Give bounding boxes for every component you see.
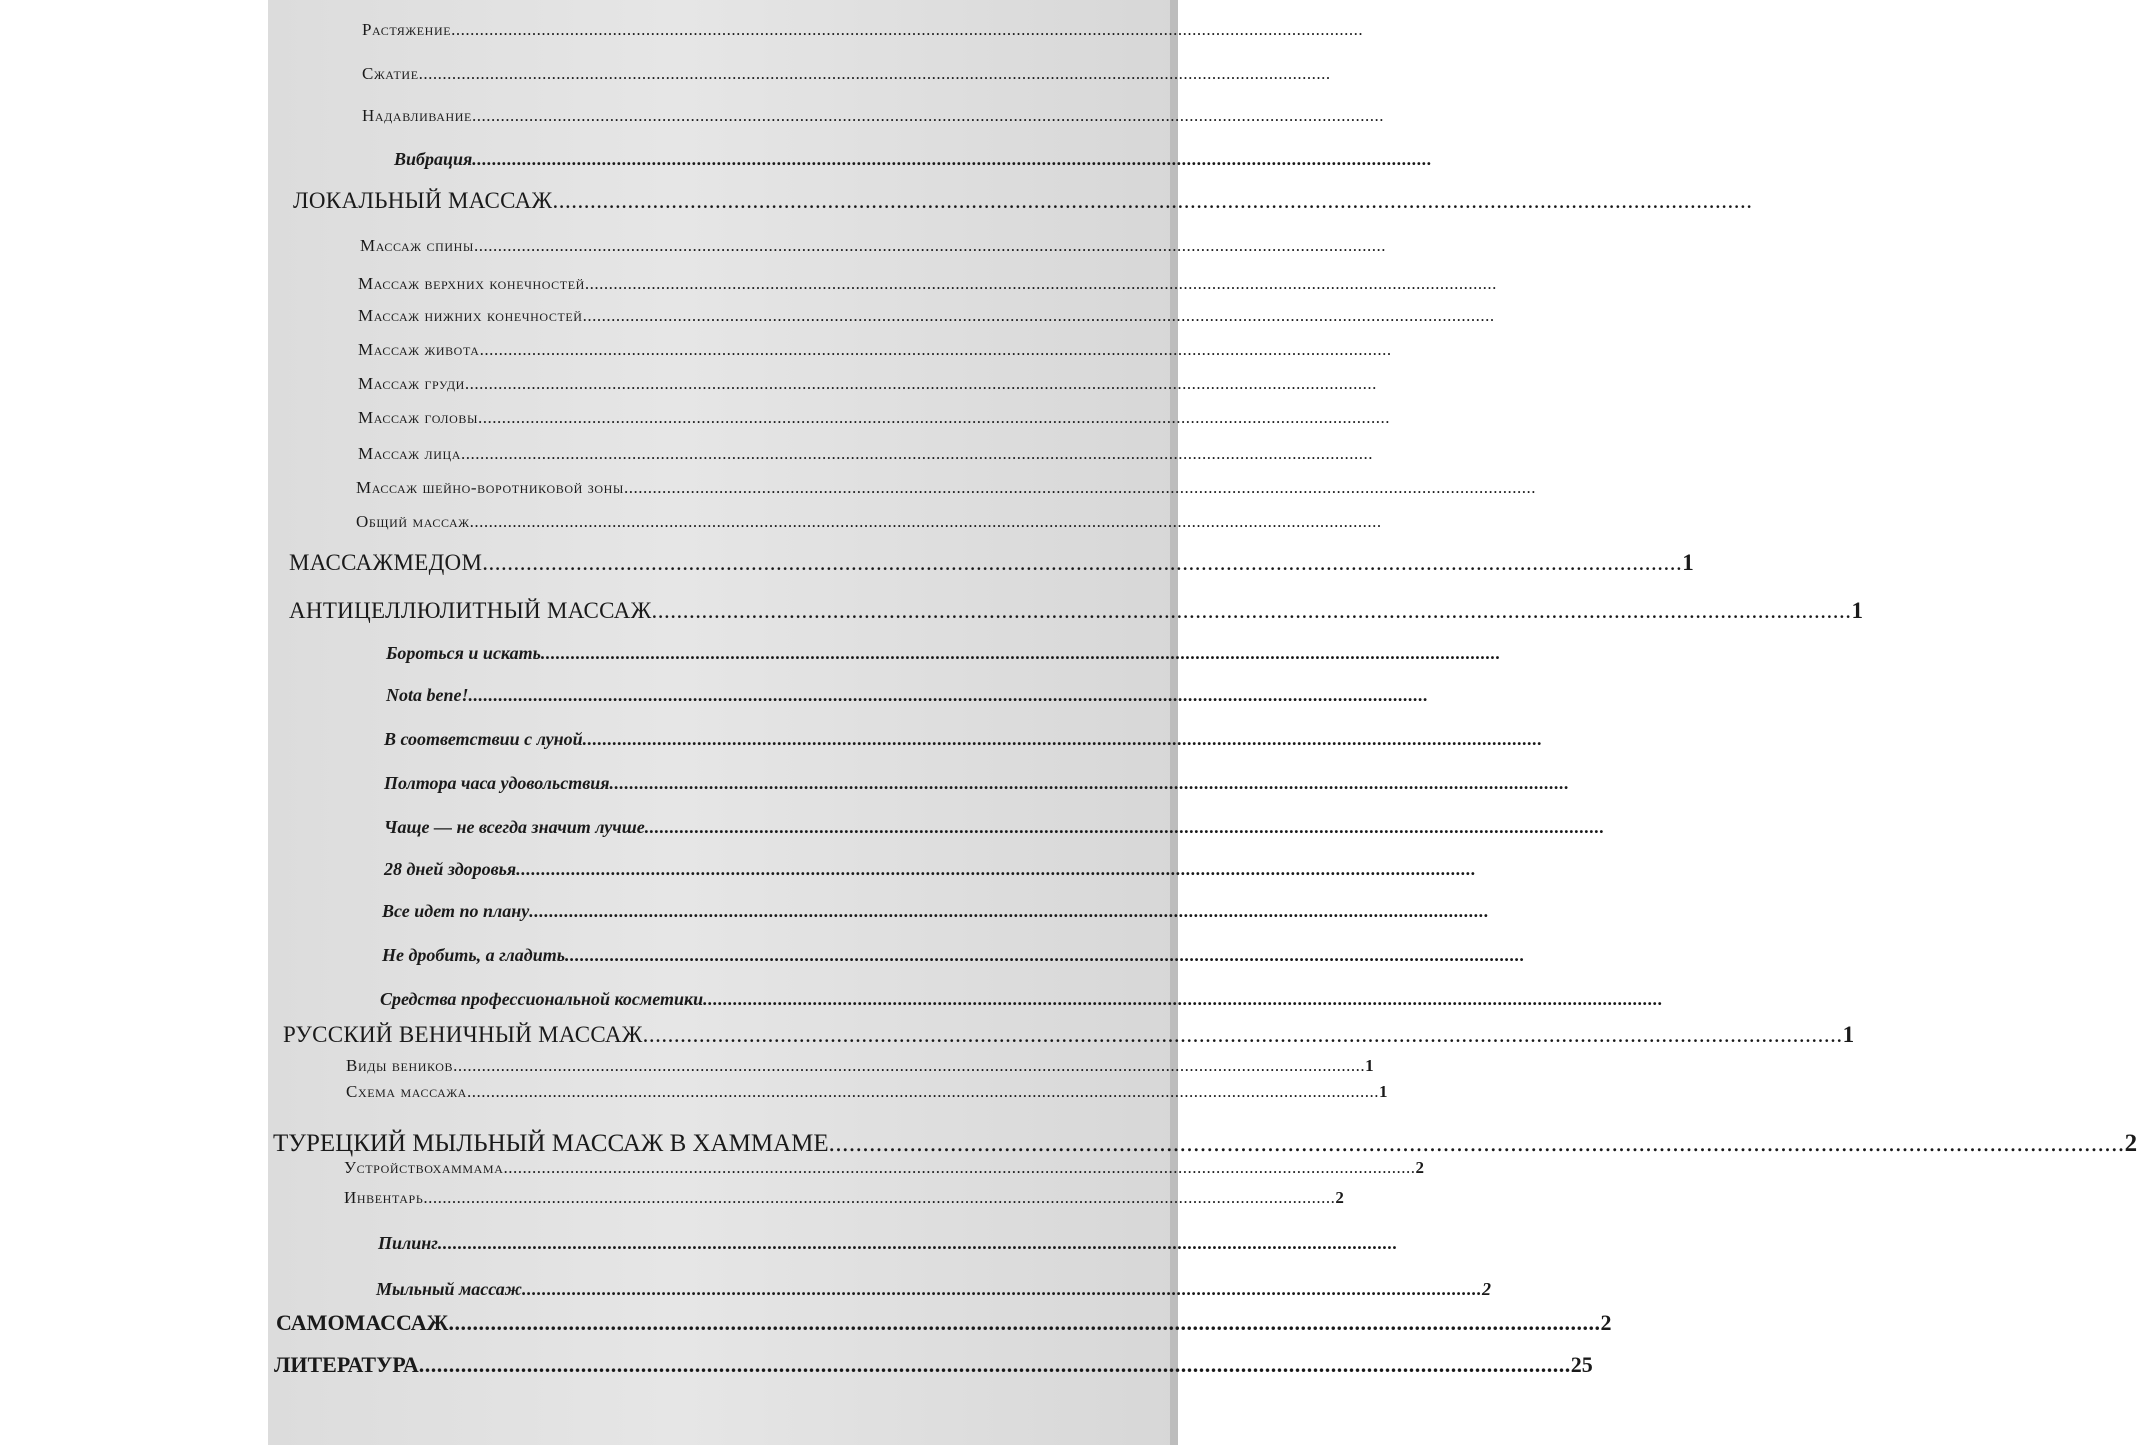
toc-leader: ................................................................................................................................................................................................ (540, 643, 1501, 663)
toc-entry[interactable] (344, 1184, 1345, 1207)
toc-leader: ................................................................................................................................................................................................ (521, 1279, 1482, 1299)
toc-entry[interactable] (356, 508, 1382, 531)
toc-leader: ................................................................................................................................................................................................ (516, 859, 1477, 879)
toc-entry[interactable] (384, 810, 1605, 837)
toc-leader: ................................................................................................................................................................................................ (473, 236, 1386, 255)
toc-entry[interactable] (384, 852, 1477, 879)
toc-entry[interactable] (386, 636, 1501, 663)
toc-entry-label: САМОМАССАЖ (276, 1310, 449, 1335)
toc-entry[interactable] (394, 144, 1433, 169)
toc-leader: ................................................................................................................................................................................................ (478, 408, 1391, 427)
toc-leader: ................................................................................................................................................................................................ (582, 729, 1543, 749)
toc-leader: ................................................................................................................................................................................................ (437, 1233, 1398, 1253)
toc-entry-label: Nota bene! (386, 685, 469, 705)
toc-entry[interactable] (362, 16, 1364, 39)
toc-entry-label: Надавливание (362, 106, 472, 125)
toc-entry-label: Средства профессиональной косметики (380, 989, 704, 1009)
toc-leader: ................................................................................................................................................................................................ (479, 340, 1392, 359)
toc-entry[interactable] (362, 60, 1331, 83)
toc-entry-label: Схема массажа (346, 1082, 467, 1101)
toc-entry[interactable] (380, 982, 1664, 1009)
toc-entry-label: ТУРЕЦКИЙ МЫЛЬНЫЙ МАССАЖ В ХАММАМЕ (273, 1130, 829, 1157)
toc-page-number: 2 (1335, 1188, 1345, 1207)
toc-entry-label: 28 дней здоровья (384, 859, 517, 879)
toc-leader: ................................................................................................................................................................................................ (448, 1310, 1601, 1335)
toc-entry[interactable] (358, 270, 1497, 293)
toc-leader: ................................................................................................................................................................................................ (418, 1352, 1571, 1377)
toc-page-number: 1 (1378, 1082, 1389, 1101)
toc-entry[interactable] (289, 592, 1864, 623)
toc-leader: ................................................................................................................................................................................................ (529, 901, 1490, 921)
toc-entry[interactable] (360, 232, 1386, 255)
toc-entry[interactable] (376, 1272, 1491, 1299)
toc-page-number: 2 (2124, 1130, 2137, 1157)
toc-entry[interactable] (384, 766, 1570, 793)
toc-entry-label: Массаж нижних конечностей (358, 306, 583, 325)
toc-entry-label: Виды веников (346, 1056, 454, 1075)
toc-entry-label: АНТИЦЕЛЛЮЛИТНЫЙ МАССАЖ (289, 598, 652, 623)
toc-leader: ................................................................................................................................................................................................ (828, 1130, 2125, 1157)
toc-page-number: 25 (1570, 1352, 1593, 1377)
toc-leader: ................................................................................................................................................................................................ (469, 512, 1382, 531)
toc-entry-label: Массаж спины (360, 236, 474, 255)
page-edge (1170, 0, 1178, 1445)
toc-leader: ................................................................................................................................................................................................ (482, 550, 1683, 575)
toc-leader: ................................................................................................................................................................................................ (642, 1022, 1843, 1047)
toc-leader: ................................................................................................................................................................................................ (423, 1188, 1336, 1207)
toc-leader: ................................................................................................................................................................................................ (453, 1056, 1366, 1075)
toc-entry-label: Растяжение (362, 20, 452, 39)
toc-page-number: 2 (1481, 1279, 1491, 1299)
toc-leader: ................................................................................................................................................................................................ (552, 188, 1753, 213)
toc-entry-label: Устройствохаммама (344, 1158, 504, 1177)
toc-entry-label: Бороться и искать (386, 643, 541, 663)
toc-leader: ................................................................................................................................................................................................ (503, 1158, 1416, 1177)
toc-leader: ................................................................................................................................................................................................ (564, 945, 1525, 965)
toc-page-number: 1 (1365, 1056, 1375, 1075)
toc-entry[interactable] (276, 1304, 1612, 1335)
toc-entry[interactable] (358, 370, 1377, 393)
toc-leader: ................................................................................................................................................................................................ (451, 20, 1364, 39)
toc-entry[interactable] (356, 474, 1536, 497)
toc-page-number: 1 (1682, 550, 1695, 575)
toc-leader: ................................................................................................................................................................................................ (464, 374, 1377, 393)
toc-page-number: 1 (1842, 1022, 1855, 1047)
toc-entry[interactable] (378, 1226, 1398, 1253)
toc-entry[interactable] (384, 722, 1543, 749)
toc-leader: ................................................................................................................................................................................................ (461, 444, 1373, 463)
toc-entry[interactable] (358, 336, 1392, 359)
toc-entry[interactable] (283, 1016, 1855, 1047)
toc-entry[interactable] (358, 440, 1373, 463)
toc-leader: ................................................................................................................................................................................................ (609, 773, 1570, 793)
toc-entry-label: Все идет по плану (382, 901, 530, 921)
toc-entry-label: МАССАЖМЕДОМ (289, 550, 483, 575)
toc-leader: ................................................................................................................................................................................................ (472, 149, 1433, 169)
toc-entry-label: В соответствии с луной (384, 729, 583, 749)
toc-entry[interactable] (382, 894, 1490, 921)
toc-entry[interactable] (382, 938, 1525, 965)
toc-entry-label: Мыльный массаж (376, 1279, 522, 1299)
toc-entry-label: Массаж лица (358, 444, 461, 463)
toc-entry[interactable] (344, 1154, 1425, 1177)
toc-leader: ................................................................................................................................................................................................ (468, 685, 1429, 705)
toc-entry[interactable] (273, 1124, 2137, 1157)
toc-leader: ................................................................................................................................................................................................ (466, 1082, 1379, 1101)
toc-leader: ................................................................................................................................................................................................ (471, 106, 1384, 125)
toc-entry-label: Сжатие (362, 64, 419, 83)
toc-leader: ................................................................................................................................................................................................ (418, 64, 1331, 83)
toc-entry-label: Инвентарь (344, 1188, 424, 1207)
toc-entry[interactable] (346, 1078, 1389, 1101)
toc-entry-label: РУССКИЙ ВЕНИЧНЫЙ МАССАЖ (283, 1022, 643, 1047)
toc-entry[interactable] (358, 404, 1391, 427)
toc-entry-label: Не дробить, а гладить (382, 945, 565, 965)
toc-entry-label: Общий массаж (356, 512, 470, 531)
toc-entry[interactable] (346, 1052, 1375, 1075)
toc-page-number: 2 (1600, 1310, 1612, 1335)
toc-entry-label: Массаж верхних конечностей (358, 274, 585, 293)
toc-entry[interactable] (362, 102, 1384, 125)
toc-entry-label: ЛОКАЛЬНЫЙ МАССАЖ (293, 188, 553, 213)
toc-entry-label: Массаж головы (358, 408, 479, 427)
toc-entry-label: Вибрация (394, 149, 473, 169)
toc-entry[interactable] (289, 544, 1695, 575)
toc-leader: ................................................................................................................................................................................................ (703, 989, 1664, 1009)
toc-entry-label: Массаж шейно-воротниковой зоны (356, 478, 624, 497)
toc-entry-label: Массаж груди (358, 374, 465, 393)
toc-entry[interactable] (358, 302, 1495, 325)
toc-entry-label: Пилинг (378, 1233, 438, 1253)
toc-entry[interactable] (274, 1346, 1593, 1377)
toc-leader: ................................................................................................................................................................................................ (644, 817, 1605, 837)
toc-entry[interactable] (293, 184, 1753, 213)
toc-page-number: 2 (1415, 1158, 1425, 1177)
toc-leader: ................................................................................................................................................................................................ (651, 598, 1852, 623)
toc-entry-label: Чаще — не всегда значит лучше (384, 817, 645, 837)
toc-entry-label: Массаж живота (358, 340, 480, 359)
toc-page-number: 1 (1851, 598, 1864, 623)
toc-entry[interactable] (386, 678, 1429, 705)
toc-entry-label: Полтора часа удовольствия (384, 773, 610, 793)
toc-entry-label: ЛИТЕРАТУРА (274, 1352, 419, 1377)
toc-leader: ................................................................................................................................................................................................ (582, 306, 1495, 325)
toc-leader: ................................................................................................................................................................................................ (584, 274, 1497, 293)
toc-leader: ................................................................................................................................................................................................ (623, 478, 1536, 497)
